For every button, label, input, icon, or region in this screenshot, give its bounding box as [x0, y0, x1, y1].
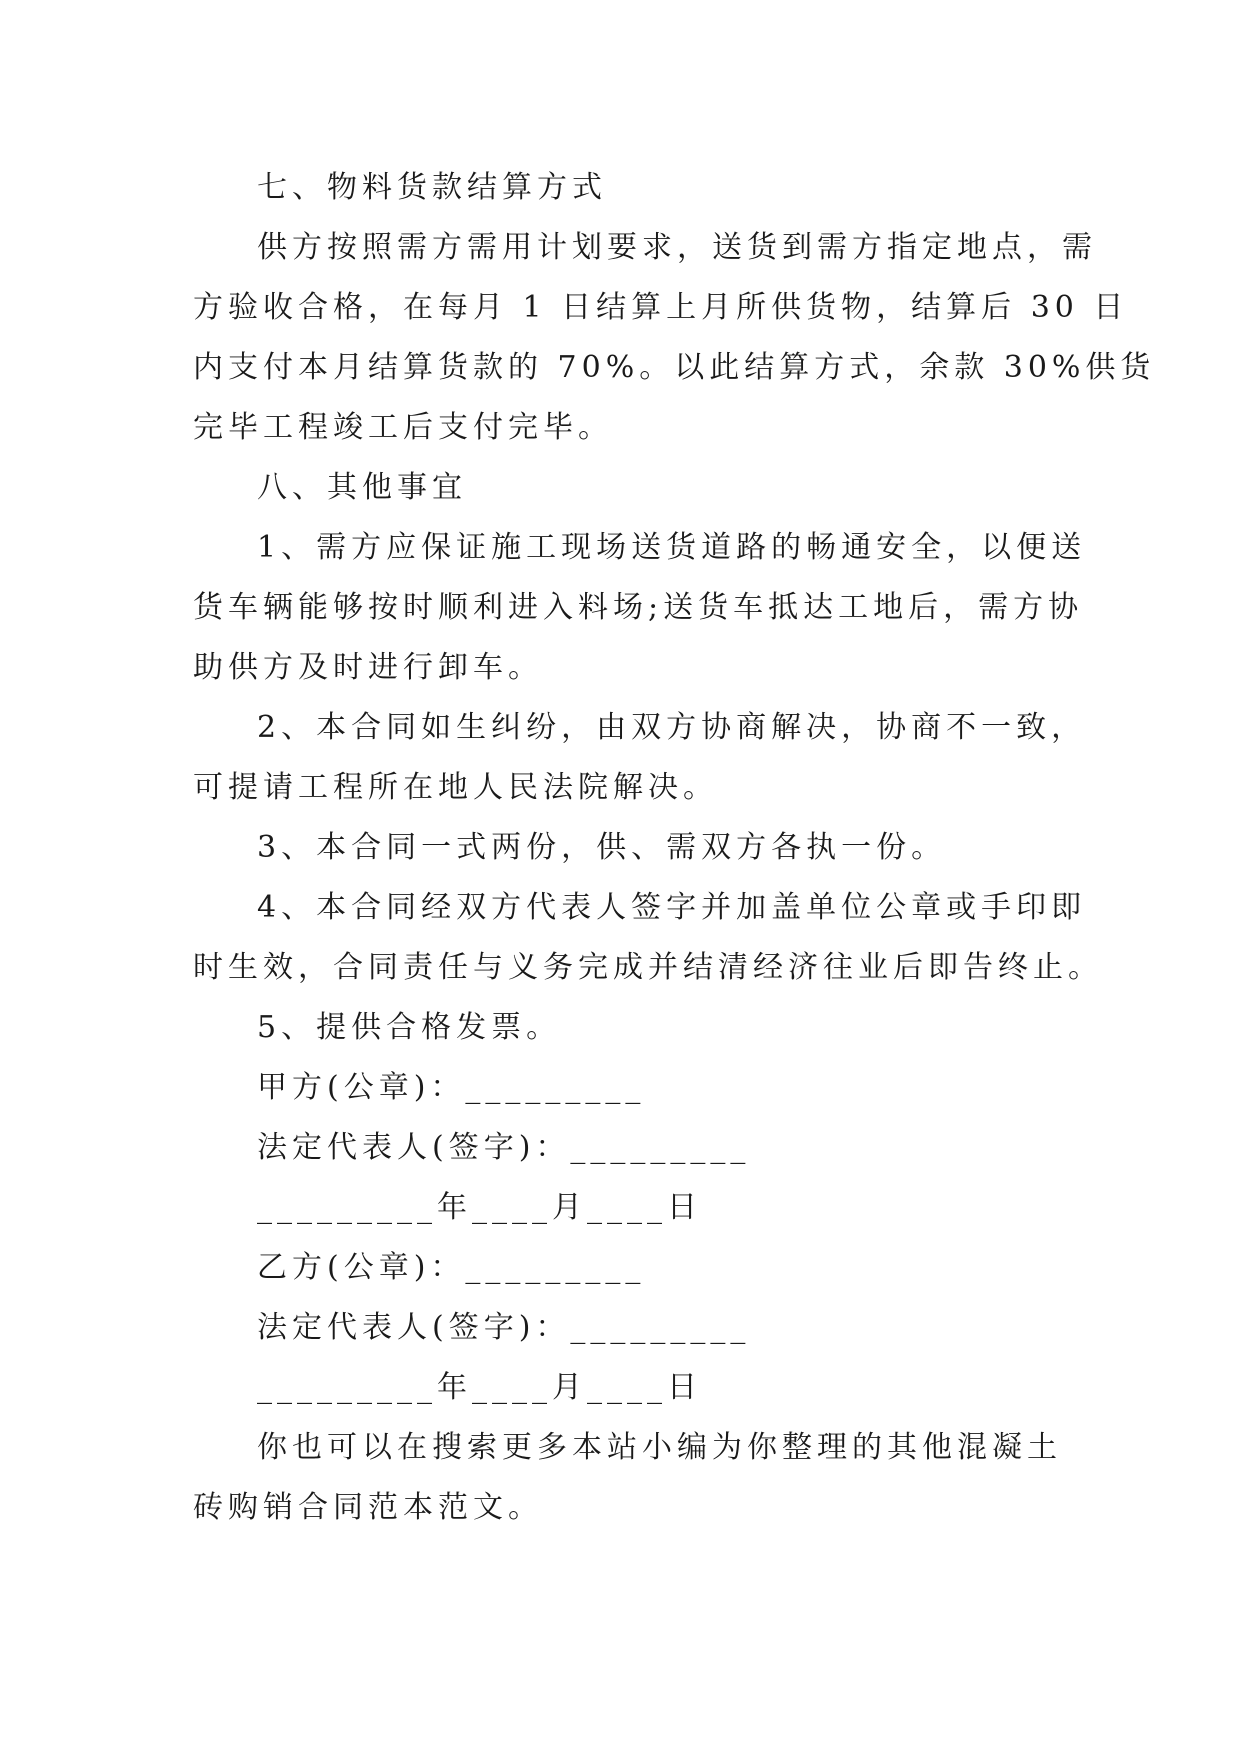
paragraph-line: 1、需方应保证施工现场送货道路的畅通安全，以便送: [257, 530, 1087, 565]
clause-1: [193, 518, 1087, 698]
party-a-seal-line: 甲方(公章)：_________: [257, 1070, 646, 1105]
clause-4: [193, 878, 1103, 998]
party-b-representative-line: 法定代表人(签字)：_________: [257, 1310, 751, 1345]
paragraph-line: 4、本合同经双方代表人签字并加盖单位公章或手印即: [257, 890, 1087, 925]
party-b-date-line: _________年____月____日: [257, 1370, 702, 1405]
paragraph-line: 2、本合同如生纠纷，由双方协商解决，协商不一致，: [257, 710, 1087, 745]
paragraph-line: 你也可以在搜索更多本站小编为你整理的其他混凝土: [257, 1430, 1062, 1465]
paragraph-line: 方验收合格，在每月 1 日结算上月所供货物，结算后 30 日: [193, 290, 1129, 325]
paragraph-line: 助供方及时进行卸车。: [193, 650, 543, 685]
party-b-seal-line: 乙方(公章)：_________: [257, 1250, 646, 1285]
closing-note: [193, 1418, 1062, 1538]
paragraph-line: 内支付本月结算货款的 70%。以此结算方式，余款 30%供货: [193, 350, 1156, 385]
section-heading-7: 七、物料货款结算方式: [257, 170, 607, 205]
clause-2: [193, 698, 1087, 818]
paragraph-settlement: [193, 218, 1156, 458]
document-page: [193, 158, 1156, 1538]
party-a-representative-line: 法定代表人(签字)：_________: [257, 1130, 751, 1165]
clause-3: 3、本合同一式两份，供、需双方各执一份。: [257, 830, 947, 865]
section-heading-8: 八、其他事宜: [257, 470, 467, 505]
party-a-date-line: _________年____月____日: [257, 1190, 702, 1225]
paragraph-line: 供方按照需方需用计划要求，送货到需方指定地点，需: [257, 230, 1097, 265]
paragraph-line: 货车辆能够按时顺利进入料场;送货车抵达工地后，需方协: [193, 590, 1084, 625]
paragraph-line: 砖购销合同范本范文。: [193, 1490, 543, 1525]
paragraph-line: 时生效，合同责任与义务完成并结清经济往业后即告终止。: [193, 950, 1103, 985]
paragraph-line: 可提请工程所在地人民法院解决。: [193, 770, 718, 805]
clause-5: 5、提供合格发票。: [257, 1010, 562, 1045]
paragraph-line: 完毕工程竣工后支付完毕。: [193, 410, 613, 445]
